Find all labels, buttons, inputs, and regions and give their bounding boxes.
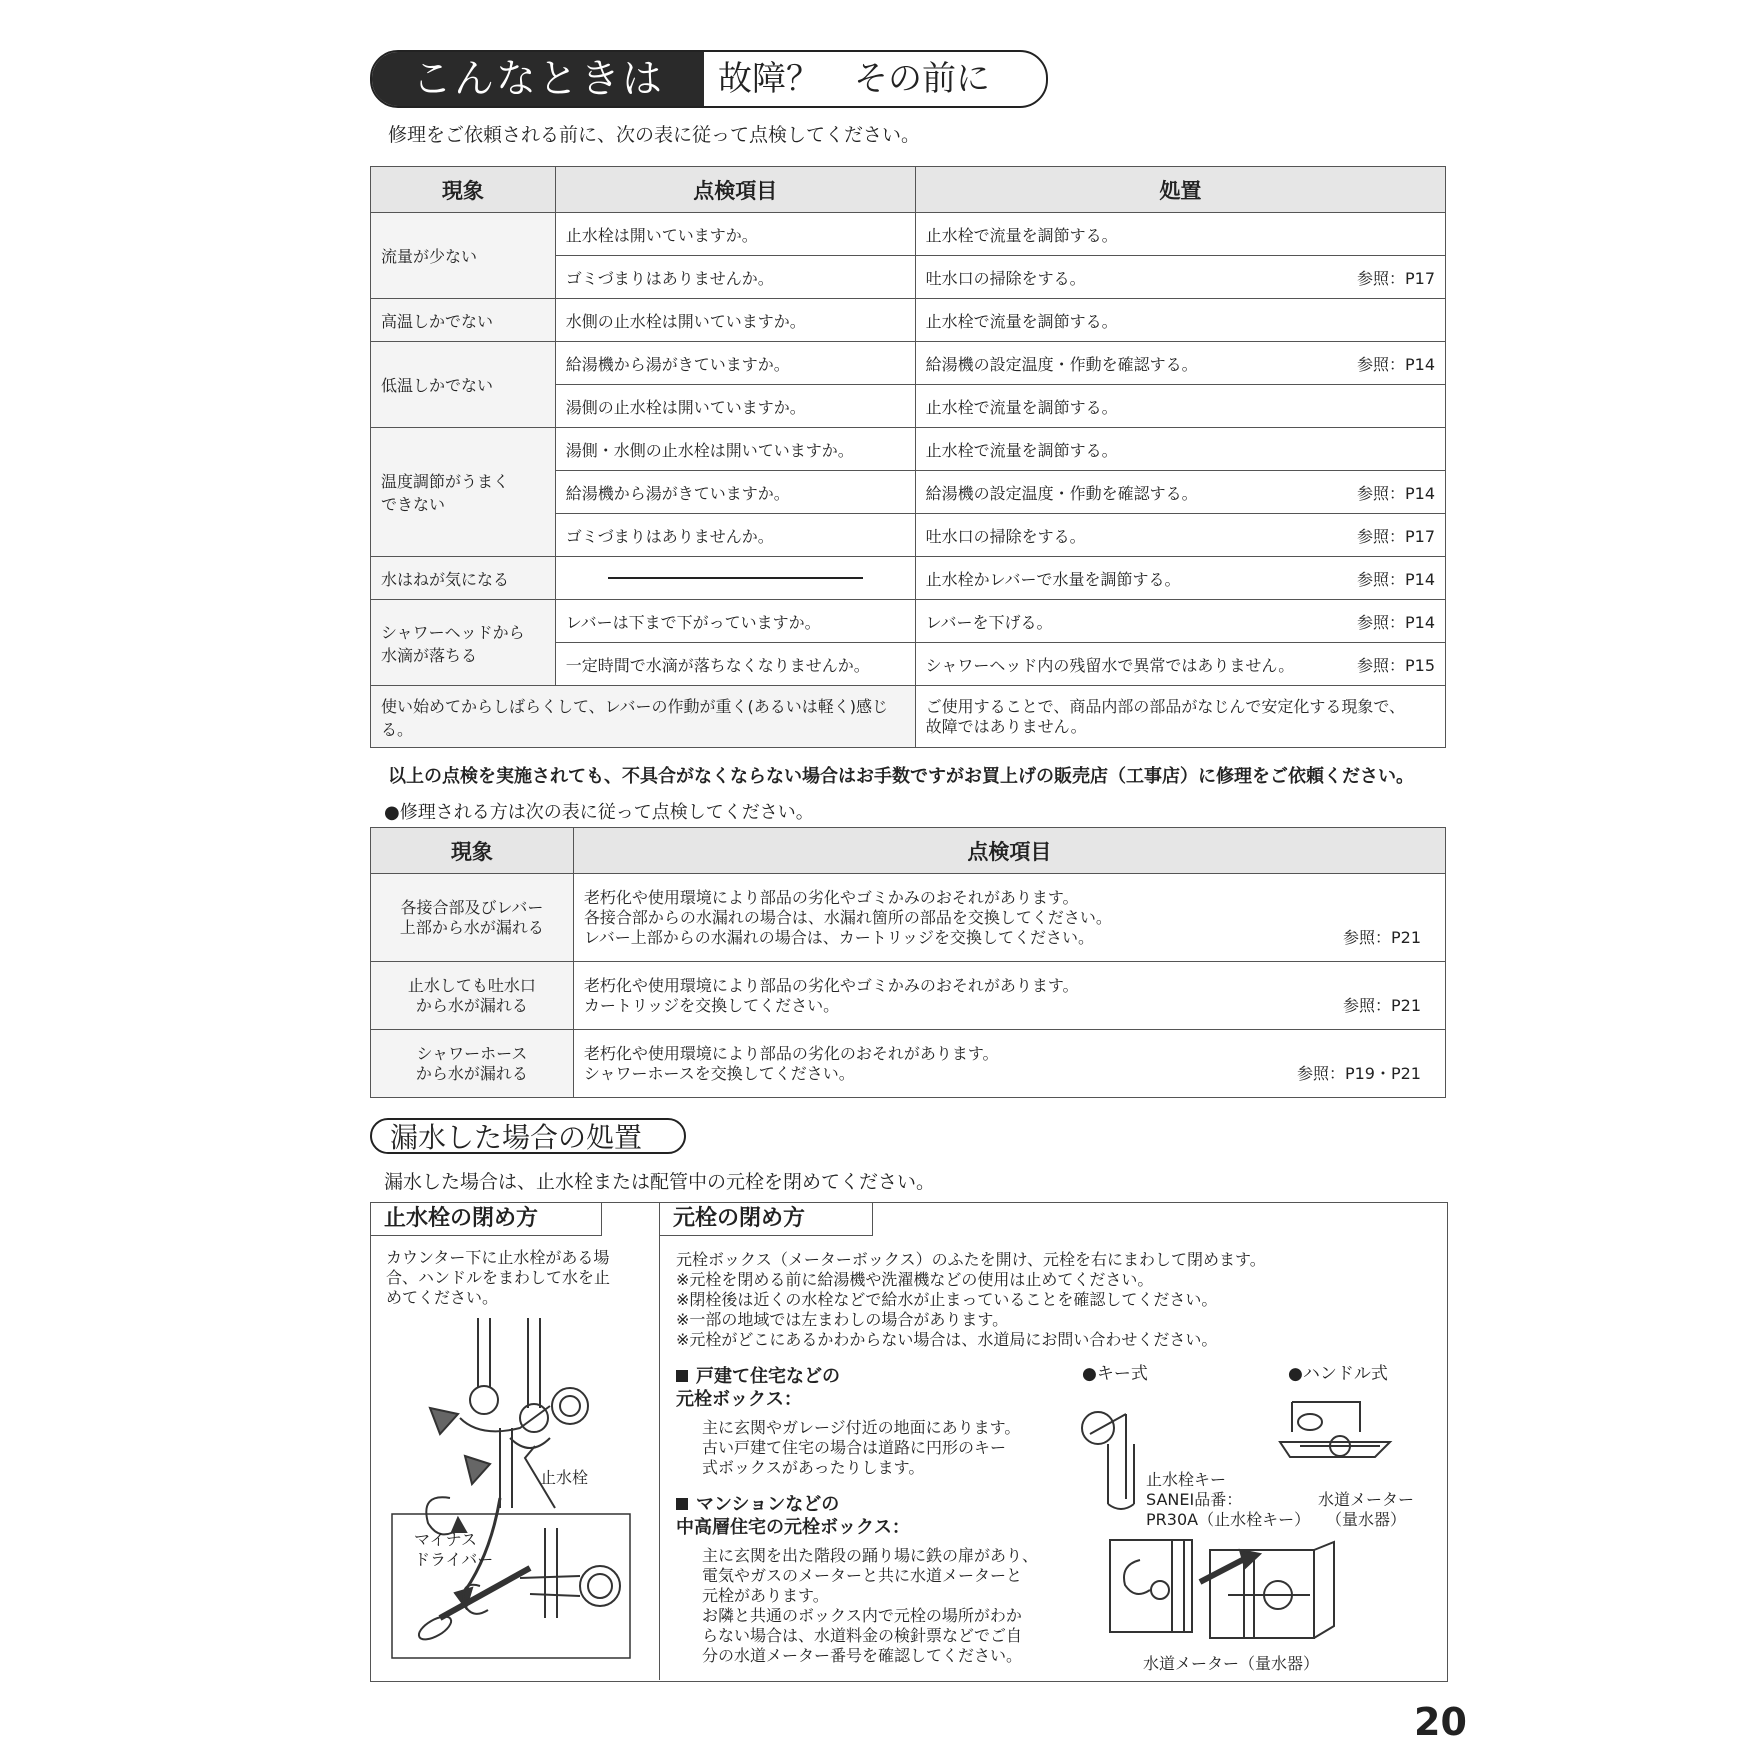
check-cell: 一定時間で水滴が落ちなくなりませんか。 [555, 643, 915, 686]
square-bullet-icon [676, 1498, 688, 1510]
check-line [584, 1044, 1435, 1064]
check-line-text: 老朽化や使用環境により部品の劣化やゴミかみのおそれがあります。 [583, 887, 1079, 907]
reference-page: 参照：P14 [1356, 612, 1435, 632]
check-cell [555, 557, 915, 600]
action-text: 給湯機の設定温度・作動を確認する。 [925, 354, 1198, 374]
symptom-cell: シャワーホース から水が漏れる [371, 1030, 574, 1098]
action-text: 止水栓で流量を調節する。 [925, 397, 1118, 417]
check-cell: レバーは下まで下がっていますか。 [555, 600, 915, 643]
action-cell [915, 213, 1445, 256]
label-driver: マイナス ドライバー [414, 1530, 494, 1569]
action-text: 止水栓で流量を調節する。 [925, 311, 1118, 331]
action-text: 吐水口の掃除をする。 [925, 268, 1086, 288]
handle-type-label: ●ハンドル式 [1288, 1364, 1388, 1384]
table-row [371, 686, 1446, 748]
reference-page: 参照：P19・P21 [1296, 1063, 1421, 1083]
check-line [584, 928, 1435, 948]
header-symptom: 現象 [371, 828, 574, 874]
check-line-text: 各接合部からの水漏れの場合は、水漏れ箇所の部品を交換してください。 [583, 907, 1112, 927]
action-text: レバーを下げる。 [925, 612, 1053, 632]
check-line [584, 908, 1435, 928]
check-line [584, 1064, 1435, 1084]
meter-label-bottom: 水道メーター（量水器） [1143, 1654, 1320, 1673]
handle-valve-illustration [1280, 1402, 1400, 1472]
reference-page: 参照：P17 [1356, 526, 1435, 546]
mansion-heading [676, 1493, 910, 1539]
header-right: 故障？ その前に [718, 59, 990, 99]
check-cell: ゴミづまりはありませんか。 [555, 514, 915, 557]
symptom-cell: 使い始めてからしばらくして、レバーの作動が重く(あるいは軽く)感じる。 [371, 686, 916, 748]
header-symptom: 現象 [371, 167, 556, 213]
symptom-cell: 各接合部及びレバー 上部から水が漏れる [371, 874, 574, 962]
symptom-cell: シャワーヘッドから 水滴が落ちる [371, 600, 556, 686]
meter-label: 水道メーター （量水器） [1318, 1490, 1415, 1529]
header-action: 処置 [915, 167, 1445, 213]
house-text: 主に玄関やガレージ付近の地面にあります。 古い戸建て住宅の場合は道路に円形のキー 式ボックスがあったりします。 [702, 1418, 1021, 1477]
check-cell [573, 962, 1445, 1030]
header-check: 点検項目 [573, 828, 1445, 874]
instruction-line: 元栓ボックス（メーターボックス）のふたを開け、元栓を右にまわして閉めます。 [676, 1250, 1266, 1269]
table-row [371, 874, 1446, 962]
check-cell: 湯側・水側の止水栓は開いていますか。 [555, 428, 915, 471]
action-cell [915, 600, 1445, 643]
action-text: 止水栓で流量を調節する。 [925, 440, 1118, 460]
reference-page: 参照：P14 [1356, 569, 1435, 589]
table-row [371, 299, 1446, 342]
check-cell: 止水栓は開いていますか。 [555, 213, 915, 256]
stop-valve-illustration [380, 1318, 650, 1668]
note-repairer: ●修理される方は次の表に従って点検してください。 [384, 802, 814, 823]
stop-valve-text: カウンター下に止水栓がある場 合、ハンドルをまわして水を止 めてください。 [386, 1248, 611, 1307]
leak-intro: 漏水した場合は、止水栓または配管中の元栓を閉めてください。 [384, 1171, 936, 1193]
symptom-cell: 止水しても吐水口 から水が漏れる [371, 962, 574, 1030]
check-line [584, 888, 1435, 908]
check-line [584, 976, 1435, 996]
check-cell [573, 1030, 1445, 1098]
action-cell [915, 256, 1445, 299]
check-line-text: レバー上部からの水漏れの場合は、カートリッジを交換してください。 [583, 927, 1095, 947]
instruction-line: ※元栓がどこにあるかわからない場合は、水道局にお問い合わせください。 [676, 1330, 1218, 1349]
reference-page: 参照：P14 [1356, 354, 1435, 374]
tab-main-valve: 元栓の閉め方 [659, 1202, 873, 1236]
check-cell: 水側の止水栓は開いていますか。 [555, 299, 915, 342]
symptom-cell: 低温しかでない [371, 342, 556, 428]
table-row [371, 1030, 1446, 1098]
table-row [371, 342, 1446, 385]
house-heading-text: 戸建て住宅などの 元栓ボックス： [676, 1366, 840, 1410]
house-heading [676, 1365, 840, 1411]
check-cell [573, 874, 1445, 962]
check-line-text: シャワーホースを交換してください。 [583, 1063, 855, 1083]
action-text: 止水栓で流量を調節する。 [925, 225, 1118, 245]
repair-table [370, 827, 1446, 1098]
check-line [584, 996, 1435, 1016]
table-row [371, 428, 1446, 471]
reference-page: 参照：P21 [1342, 927, 1421, 947]
note-repair: 以上の点検を実施されても、不具合がなくならない場合はお手数ですがお買上げの販売店（工事店）に修理をご依頼ください。 [388, 766, 1414, 787]
check-cell: ゴミづまりはありませんか。 [555, 256, 915, 299]
action-cell [915, 514, 1445, 557]
header-check: 点検項目 [555, 167, 915, 213]
main-valve-instructions [676, 1250, 1266, 1350]
mansion-heading-text: マンションなどの 中高層住宅の元栓ボックス： [676, 1494, 910, 1538]
mansion-text: 主に玄関を出た階段の踊り場に鉄の扉があり、 電気やガスのメーターと共に水道メーターと 元栓があります。 お隣と共通のボックス内で元栓の場所がわか らない場合は、水道料金の検針票などでご自 分の水道メーター番号を確認してください。 [702, 1546, 1039, 1665]
mansion-meter-illustration [1110, 1540, 1340, 1640]
troubleshoot-table [370, 166, 1446, 748]
leak-divider [659, 1202, 660, 1680]
instruction-line: ※一部の地域では左まわしの場合があります。 [676, 1310, 1009, 1329]
key-valve-illustration [1078, 1404, 1138, 1514]
table-row [371, 213, 1446, 256]
action-cell [915, 428, 1445, 471]
check-line-text: カートリッジを交換してください。 [583, 995, 840, 1015]
reference-page: 参照：P17 [1356, 268, 1435, 288]
symptom-cell: 水はねが気になる [371, 557, 556, 600]
tab-stop-valve: 止水栓の閉め方 [370, 1202, 602, 1236]
reference-page: 参照：P21 [1342, 995, 1421, 1015]
section-header [370, 50, 1048, 108]
reference-page: 参照：P15 [1356, 655, 1435, 675]
intro-text: 修理をご依頼される前に、次の表に従って点検してください。 [388, 124, 921, 146]
symptom-cell: 温度調節がうまく できない [371, 428, 556, 557]
square-bullet-icon [676, 1370, 688, 1382]
check-cell: 給湯機から湯がきていますか。 [555, 471, 915, 514]
check-cell: 給湯機から湯がきていますか。 [555, 342, 915, 385]
symptom-cell: 高温しかでない [371, 299, 556, 342]
instruction-line: ※元栓を閉める前に給湯機や洗濯機などの使用は止めてください。 [676, 1270, 1154, 1289]
action-text: 止水栓かレバーで水量を調節する。 [925, 569, 1181, 589]
check-cell: 湯側の止水栓は開いていますか。 [555, 385, 915, 428]
table-row [371, 600, 1446, 643]
key-type-label: ●キー式 [1082, 1364, 1148, 1384]
action-cell: ご使用することで、商品内部の部品がなじんで安定化する現象で、 故障ではありません。 [915, 686, 1445, 748]
key-label: 止水栓キー SANEI品番： PR30A（止水栓キー） [1146, 1470, 1311, 1529]
action-cell [915, 643, 1445, 686]
action-text: 吐水口の掃除をする。 [925, 526, 1086, 546]
action-cell [915, 385, 1445, 428]
page-number: 20 [1414, 1700, 1467, 1744]
table-row [371, 962, 1446, 1030]
instruction-line: ※閉栓後は近くの水栓などで給水が止まっていることを確認してください。 [676, 1290, 1218, 1309]
check-line-text: 老朽化や使用環境により部品の劣化のおそれがあります。 [583, 1043, 999, 1063]
header-left: こんなときは [372, 52, 704, 106]
action-cell [915, 557, 1445, 600]
action-text: シャワーヘッド内の残留水で異常ではありません。 [925, 655, 1295, 675]
label-stop-valve: 止水栓 [540, 1468, 589, 1487]
reference-page: 参照：P14 [1356, 483, 1435, 503]
action-cell [915, 342, 1445, 385]
symptom-cell: 流量が少ない [371, 213, 556, 299]
table-row [371, 557, 1446, 600]
action-cell [915, 471, 1445, 514]
leak-title: 漏水した場合の処置 [370, 1118, 686, 1154]
dash-line [608, 577, 863, 579]
check-line-text: 老朽化や使用環境により部品の劣化やゴミかみのおそれがあります。 [583, 975, 1079, 995]
action-text: 給湯機の設定温度・作動を確認する。 [925, 483, 1198, 503]
action-cell [915, 299, 1445, 342]
